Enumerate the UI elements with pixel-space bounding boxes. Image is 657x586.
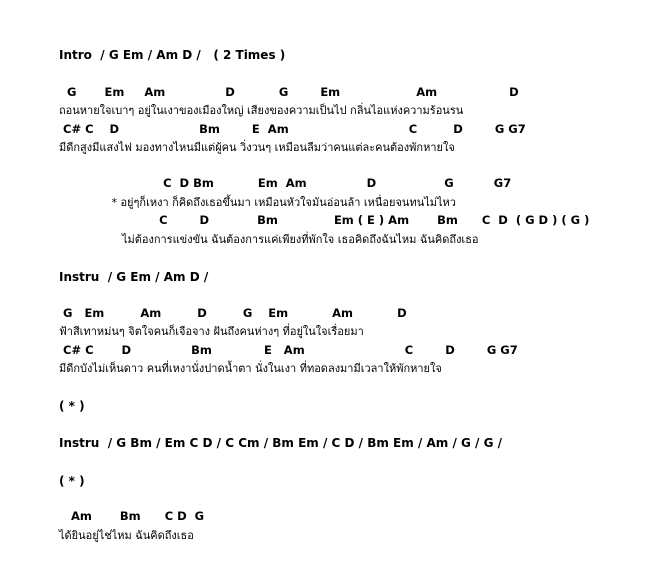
- outro-chords: Am Bm C D G: [59, 509, 205, 523]
- verse2-chords-2: C# C D Bm E Am C D G G7: [59, 343, 518, 357]
- intro-line: Intro / G Em / Am D / ( 2 Times ): [59, 48, 286, 62]
- chorus-repeat-1: ( * ): [59, 399, 85, 413]
- verse1-lyric-1: ถอนหายใจเบาๆ อยู่ในเงาของเมืองใหญ่ เสียงของความเป็นไป กลิ่นไอแห่งความร้อนรน: [59, 104, 464, 117]
- chorus-chords-1: C D Bm Em Am D G G7: [59, 176, 512, 190]
- verse2-lyric-1: ฟ้าสีเทาหม่นๆ จิตใจคนก็เจือจาง ฝันถึงคนห่างๆ ที่อยู่ในใจเรื่อยมา: [59, 325, 364, 338]
- verse2-lyric-2: มีดีกบังไม่เห็นดาว คนที่เหงานั่งปาดน้ำตา นั่งในเงา ที่ทอดลงมามีเวลาให้พักหายใจ: [59, 362, 442, 375]
- instru-line-2: Instru / G Bm / Em C D / C Cm / Bm Em / C D / Bm Em / Am / G / G /: [59, 436, 503, 450]
- verse1-chords-1: G Em Am D G Em Am D: [59, 85, 519, 99]
- verse1-chords-2: C# C D Bm E Am C D G G7: [59, 122, 526, 136]
- chorus-lyric-1: * อยู่ๆก็เหงา ก็คิดถึงเธอขึ้นมา เหมือนหัวใจมันอ่อนล้า เหนื่อยจนทนไม่ไหว: [59, 196, 456, 209]
- outro-lyric: ได้ยินอยู่ไช่ไหม ฉันคิดถึงเธอ: [59, 529, 194, 542]
- chorus-lyric-2: ไม่ต้องการแข่งขัน ฉันต้องการแค่เพียงที่พักใจ เธอคิดถึงฉันไหม ฉันคิดถึงเธอ: [59, 233, 479, 246]
- chorus-chords-2: C D Bm Em ( E ) Am Bm C D ( G D ) ( G ): [59, 213, 590, 227]
- verse1-lyric-2: มีดีกสูงมีแสงไฟ มองทางไหนมีแต่ผู้คน วิ่งวนๆ เหมือนลืมว่าคนแต่ละคนต้องพักหายใจ: [59, 141, 455, 154]
- chorus-repeat-2: ( * ): [59, 474, 85, 488]
- verse2-chords-1: G Em Am D G Em Am D: [59, 306, 407, 320]
- instru-line-1: Instru / G Em / Am D /: [59, 270, 209, 284]
